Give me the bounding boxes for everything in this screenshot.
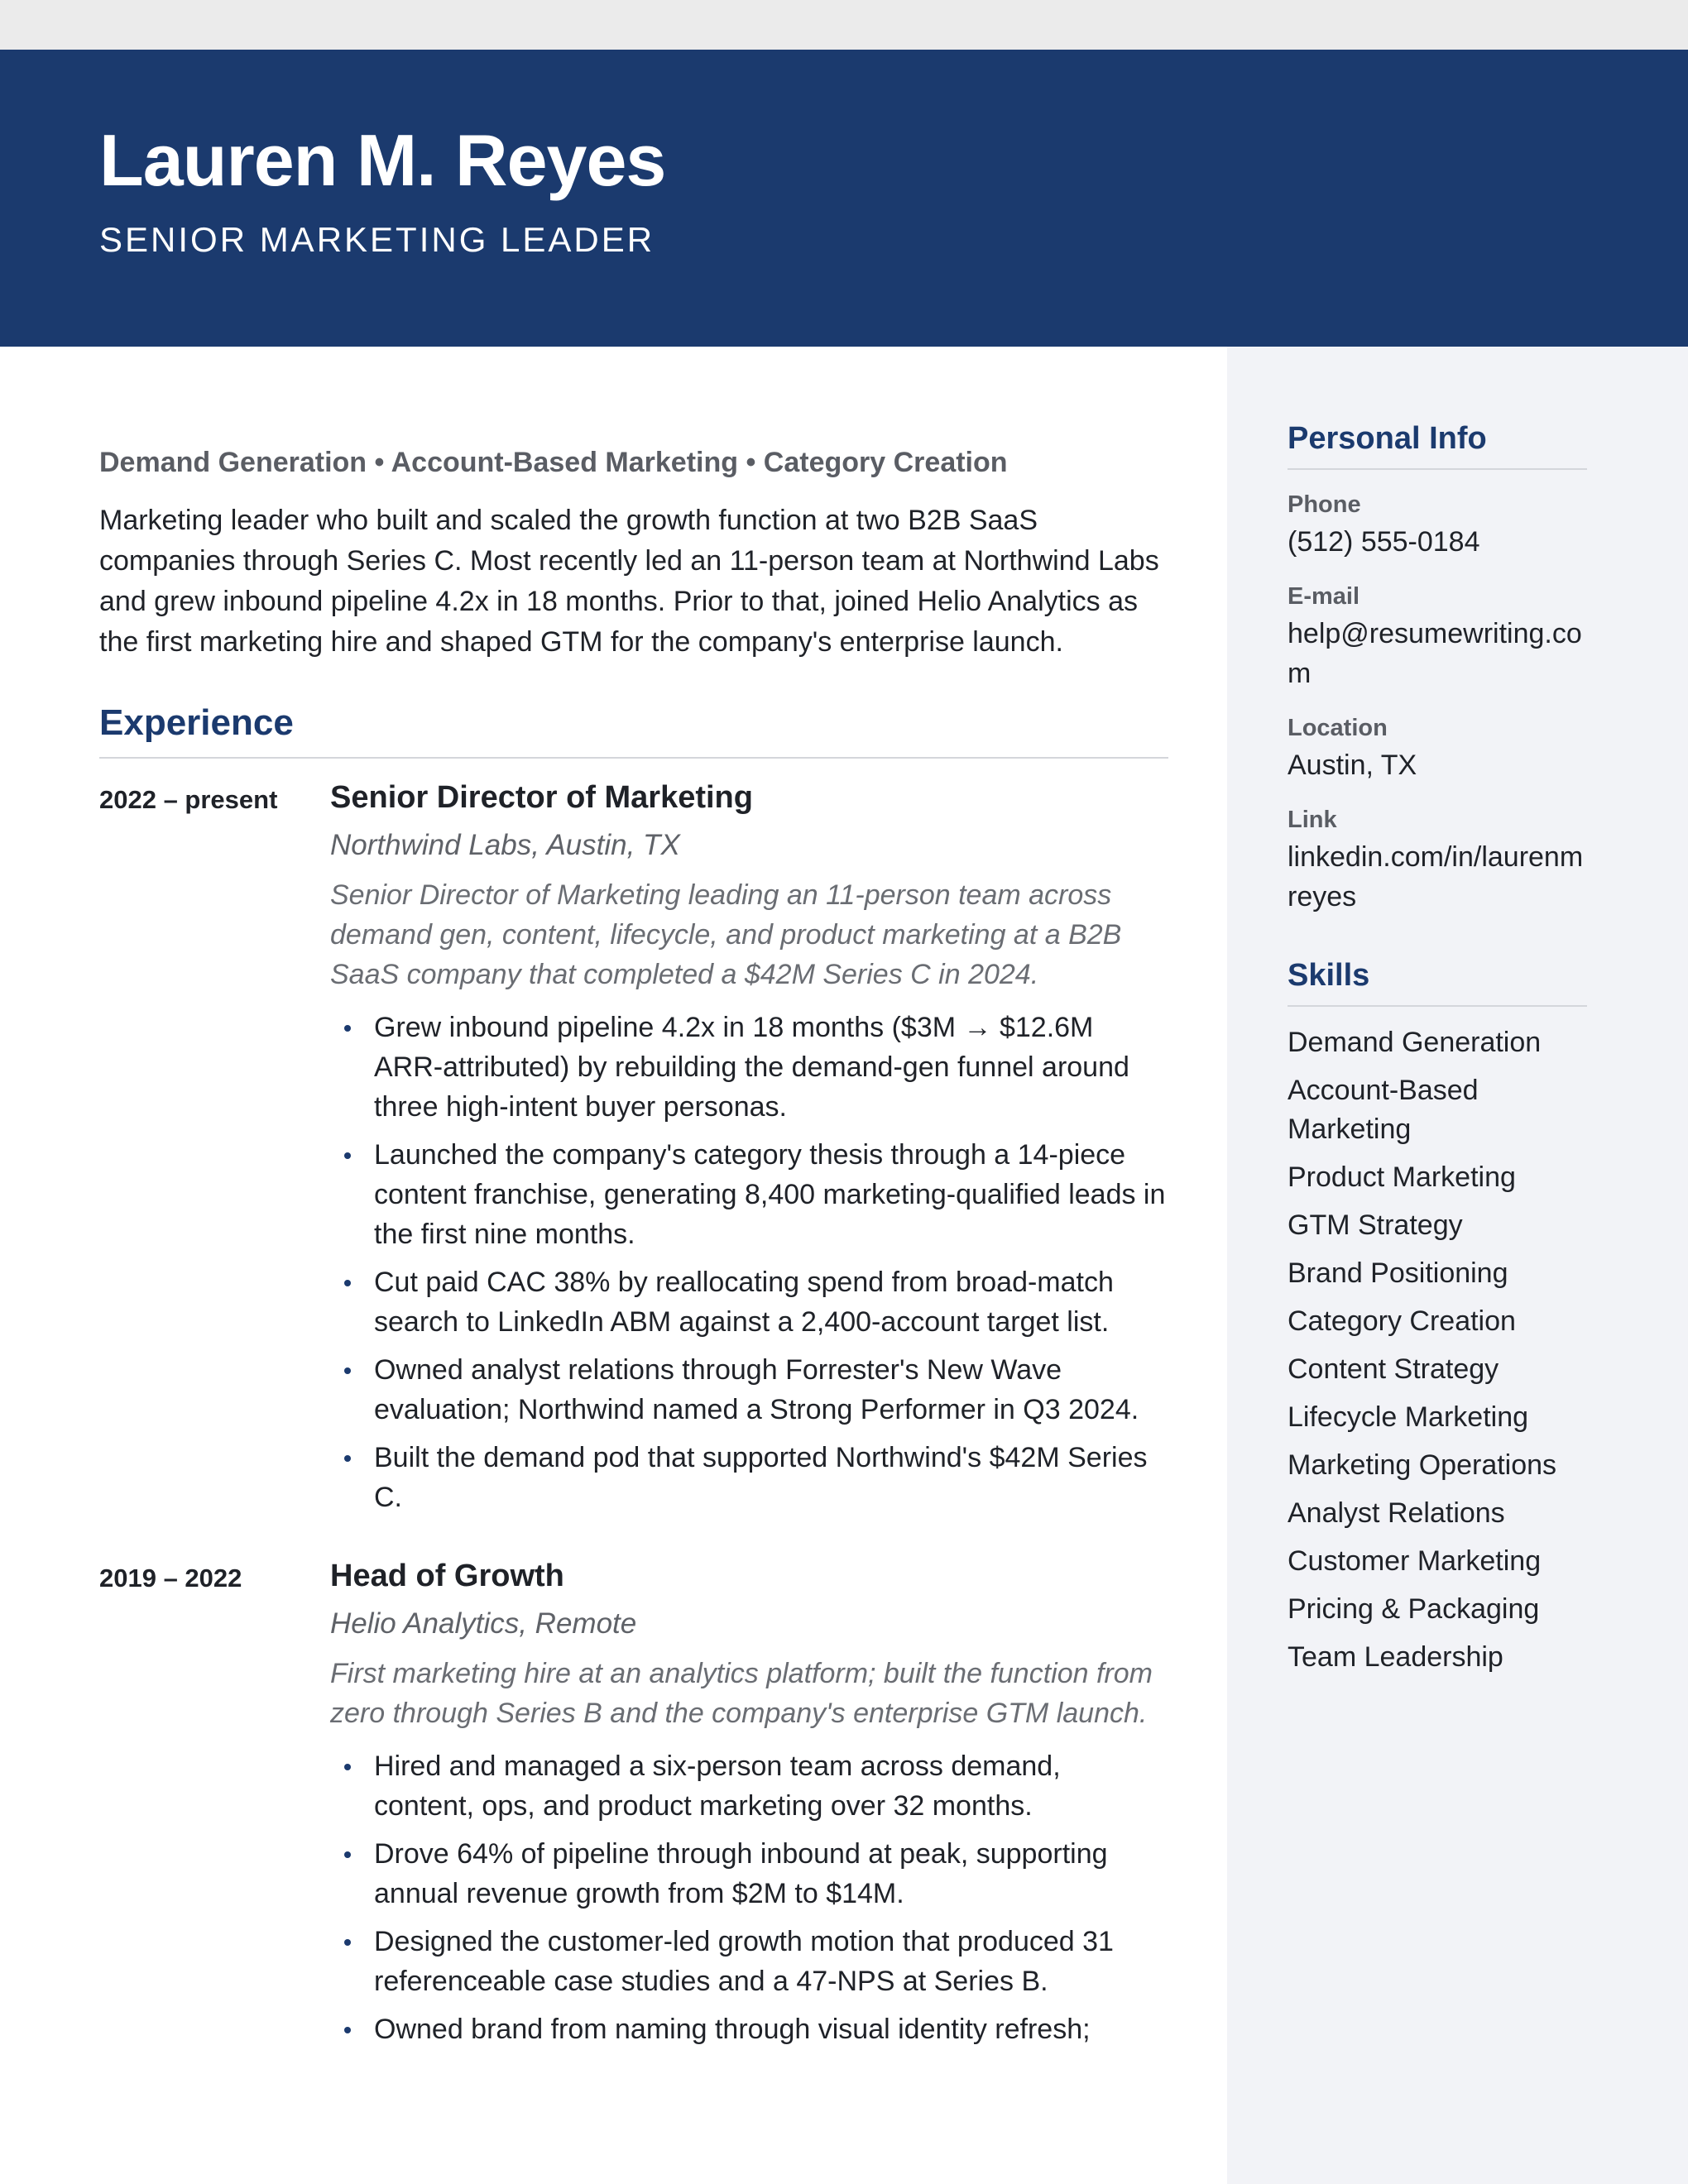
skill-item: Pricing & Packaging — [1288, 1593, 1540, 1625]
skills-heading: Skills — [1288, 958, 1587, 1007]
job-bullets — [330, 1746, 1168, 2049]
job-dates: 2022 – present — [99, 785, 278, 814]
sidebar-content — [1227, 347, 1587, 1677]
job-bullet: Cut paid CAC 38% by reallocating spend from broad-match search to LinkedIn ABM against a 2,400-account target list. — [330, 1262, 1168, 1342]
profile-tagline: Demand Generation • Account-Based Marketing • Category Creation — [99, 447, 1008, 478]
skill-item: Team Leadership — [1288, 1641, 1503, 1673]
skills-list — [1288, 1023, 1587, 1677]
resume-page — [0, 50, 1688, 2184]
job-entry — [99, 780, 1168, 1525]
location-label: Location — [1288, 715, 1388, 741]
job-description: First marketing hire at an analytics platform; built the function from zero through Series B and the company's enterprise GTM launch. — [330, 1658, 1153, 1729]
experience-heading: Experience — [99, 702, 1168, 759]
skill-item: Account-Based Marketing — [1288, 1075, 1479, 1145]
resume-header — [0, 50, 1688, 347]
job-bullet: Built the demand pod that supported Northwind's $42M Series C. — [330, 1438, 1168, 1517]
skill-item: Lifecycle Marketing — [1288, 1401, 1529, 1433]
job-bullet: Launched the company's category thesis through a 14-piece content franchise, generating 8,400 marketing-qualified leads in the first nine months. — [330, 1135, 1168, 1254]
main-column — [99, 447, 1168, 2057]
job-bullet: Grew inbound pipeline 4.2x in 18 months ($3M → $12.6M ARR-attributed) by rebuilding the demand-gen funnel around three high-intent buyer personas. — [330, 1008, 1168, 1127]
location-value: Austin, TX — [1288, 750, 1417, 781]
email-label: E-mail — [1288, 583, 1360, 610]
job-body — [330, 780, 1168, 1525]
job-company: Helio Analytics, Remote — [330, 1607, 637, 1640]
skill-item: GTM Strategy — [1288, 1209, 1463, 1241]
profile-summary: Marketing leader who built and scaled the growth function at two B2B SaaS companies through Series C. Most recently led an 11-person team at Northwind Labs and grew inbound pipeline 4.2x in 18 months. Prior to that, joined Helio Analytics as the first marketing hire and shaped GTM for the company's enterprise launch. — [99, 505, 1159, 658]
job-bullet: Drove 64% of pipeline through inbound at peak, supporting annual revenue growth from $2M to $14M. — [330, 1834, 1168, 1913]
link-value: linkedin.com/in/laurenmreyes — [1288, 841, 1584, 912]
job-bullet: Designed the customer-led growth motion that produced 31 referenceable case studies and a 47-NPS at Series B. — [330, 1922, 1168, 2001]
skill-item: Brand Positioning — [1288, 1257, 1508, 1289]
skill-item: Marketing Operations — [1288, 1449, 1557, 1481]
job-company: Northwind Labs, Austin, TX — [330, 829, 680, 861]
job-body — [330, 1559, 1168, 2057]
email-value: help@resumewriting.com — [1288, 618, 1582, 689]
skills-section — [1288, 958, 1587, 1677]
job-bullet: Owned analyst relations through Forrester's New Wave evaluation; Northwind named a Strong Performer in Q3 2024. — [330, 1350, 1168, 1430]
skill-item: Content Strategy — [1288, 1353, 1499, 1385]
job-title: Senior Director of Marketing — [330, 780, 753, 815]
phone-value: (512) 555-0184 — [1288, 526, 1480, 558]
job-bullet: Owned brand from naming through visual identity refresh; — [330, 2009, 1168, 2049]
job-description: Senior Director of Marketing leading an 11-person team across demand gen, content, lifecycle, and product marketing at a B2B SaaS company that completed a $42M Series C in 2024. — [330, 879, 1122, 990]
job-entry — [99, 1559, 1168, 2057]
candidate-name: Lauren M. Reyes — [99, 119, 666, 201]
skill-item: Product Marketing — [1288, 1161, 1516, 1193]
job-title: Head of Growth — [330, 1559, 564, 1593]
skill-item: Category Creation — [1288, 1305, 1516, 1337]
job-bullets — [330, 1008, 1168, 1517]
link-label: Link — [1288, 807, 1337, 833]
candidate-role: SENIOR MARKETING LEADER — [99, 220, 655, 259]
personal-info-heading: Personal Info — [1288, 421, 1587, 470]
job-dates: 2019 – 2022 — [99, 1564, 242, 1592]
top-strip — [0, 0, 1688, 50]
skill-item: Analyst Relations — [1288, 1497, 1505, 1529]
job-bullet: Hired and managed a six-person team across demand, content, ops, and product marketing over 32 months. — [330, 1746, 1168, 1826]
skill-item: Customer Marketing — [1288, 1545, 1542, 1577]
sidebar — [1227, 347, 1688, 2184]
phone-label: Phone — [1288, 491, 1361, 518]
skill-item: Demand Generation — [1288, 1027, 1542, 1058]
